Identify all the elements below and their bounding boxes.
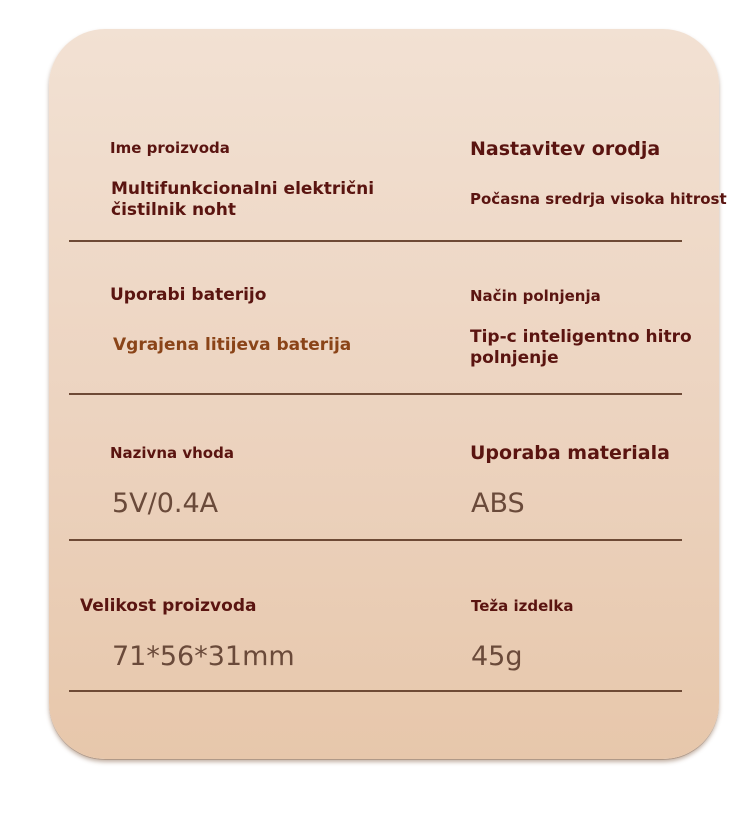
product-weight-value: 45g (471, 641, 523, 672)
battery-value: Vgrajena litijeva baterija (113, 335, 352, 355)
product-name-label: Ime proizvoda (110, 139, 230, 157)
tool-setting-value: Počasna sredrja visoka hitrost (470, 190, 727, 208)
divider (69, 690, 682, 692)
material-label: Uporaba materiala (470, 442, 670, 464)
charging-label: Način polnjenja (470, 287, 601, 305)
material-value: ABS (471, 488, 525, 519)
product-weight-label: Teža izdelka (471, 597, 574, 615)
tool-setting-label: Nastavitev orodja (470, 138, 661, 160)
divider (69, 539, 682, 541)
divider (69, 240, 682, 242)
battery-label: Uporabi baterijo (110, 285, 267, 305)
rated-input-label: Nazivna vhoda (110, 444, 234, 462)
product-name-value: Multifunkcionalni električni čistilnik noht (111, 179, 375, 220)
product-size-value: 71*56*31mm (112, 641, 295, 672)
divider (69, 393, 682, 395)
charging-value: Tip-c inteligentno hitro polnjenje (470, 327, 692, 368)
product-size-label: Velikost proizvoda (80, 596, 257, 616)
rated-input-value: 5V/0.4A (112, 488, 219, 519)
